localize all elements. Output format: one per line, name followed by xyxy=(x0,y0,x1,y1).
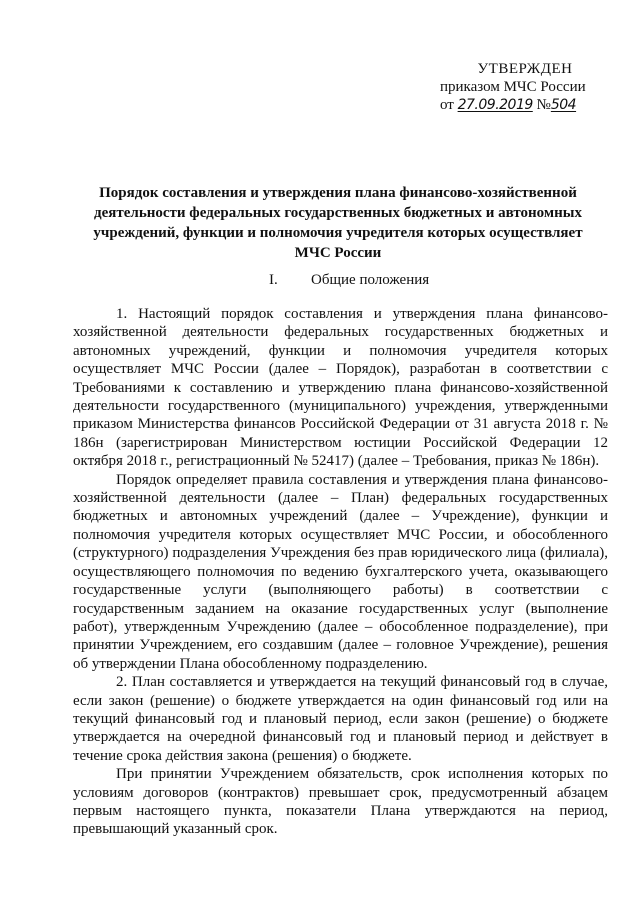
approval-from-prefix: от xyxy=(440,97,454,113)
document-body xyxy=(73,305,608,839)
section-number: I. xyxy=(269,272,278,288)
section-title: Общие положения xyxy=(311,272,430,288)
paragraph: Порядок определяет правила составления и утверждения плана финансово-хозяйственной деятельности (далее – План) федеральных государственных бюджетных и автономных учреждений (далее – Учреждение), функции и полномочия учредителя которых осуществляет МЧС России, и обособленного (структурного) подразделения Учреждения без прав юридического лица (филиала), осуществляющего полномочия по ведению бухгалтерского учета, оказывающего государственные услуги (выполняющего работы) в соответствии с государственным заданием на оказание государственных услуг (выполнение работ), утвержденным Учреждению (далее – обособленное подразделение), при принятии Учреждением, его создавшим (далее – головное Учреждение), решения об утверждении Плана обособленному подразделению. xyxy=(73,471,608,672)
approval-number-prefix: № xyxy=(536,97,551,113)
approval-date: 27.09.2019 xyxy=(457,97,533,113)
approval-order-line: приказом МЧС России xyxy=(440,79,586,95)
approval-date-line xyxy=(440,96,610,114)
paragraph: 2. План составляется и утверждается на текущий финансовый год в случае, если закон (решение) о бюджете утверждается на один финансовый год или на текущий финансовый год и плановый период, если закон (решение) о бюджете утверждается на очередной финансовый год и плановый период и действует в течение срока действия закона (решения) о бюджете. xyxy=(73,674,608,764)
paragraph: При принятии Учреждением обязательств, срок исполнения которых по условиям договоров (контрактов) превышает срок, предусмотренный абзацем первым настоящего пункта, показатели Плана утверждаются на период, превышающий указанный срок. xyxy=(73,766,608,838)
paragraph: 1. Настоящий порядок составления и утверждения плана финансово-хозяйственной деятельности федеральных государственных бюджетных и автономных учреждений, функции и полномочия учредителя которых осуществляет МЧС России (далее – Порядок), разработан в соответствии с Требованиями к составлению и утверждению плана финансово-хозяйственной деятельности государственного (муниципального) учреждения, утвержденными приказом Министерства финансов Российской Федерации от 31 августа 2018 г. № 186н (зарегистрирован Министерством юстиции Российской Федерации 12 октября 2018 г., регистрационный № 52417) (далее – Требования, приказ № 186н). xyxy=(73,306,608,470)
approval-stamp xyxy=(440,60,610,114)
approval-title: УТВЕРЖДЕН xyxy=(477,61,573,77)
document-title: Порядок составления и утверждения плана финансово-хозяйственной деятельности федеральных государственных бюджетных и автономных учреждений, функции и полномочия учредителя которых осуществляет МЧС России xyxy=(93,185,583,261)
approval-number: 504 xyxy=(550,97,577,113)
